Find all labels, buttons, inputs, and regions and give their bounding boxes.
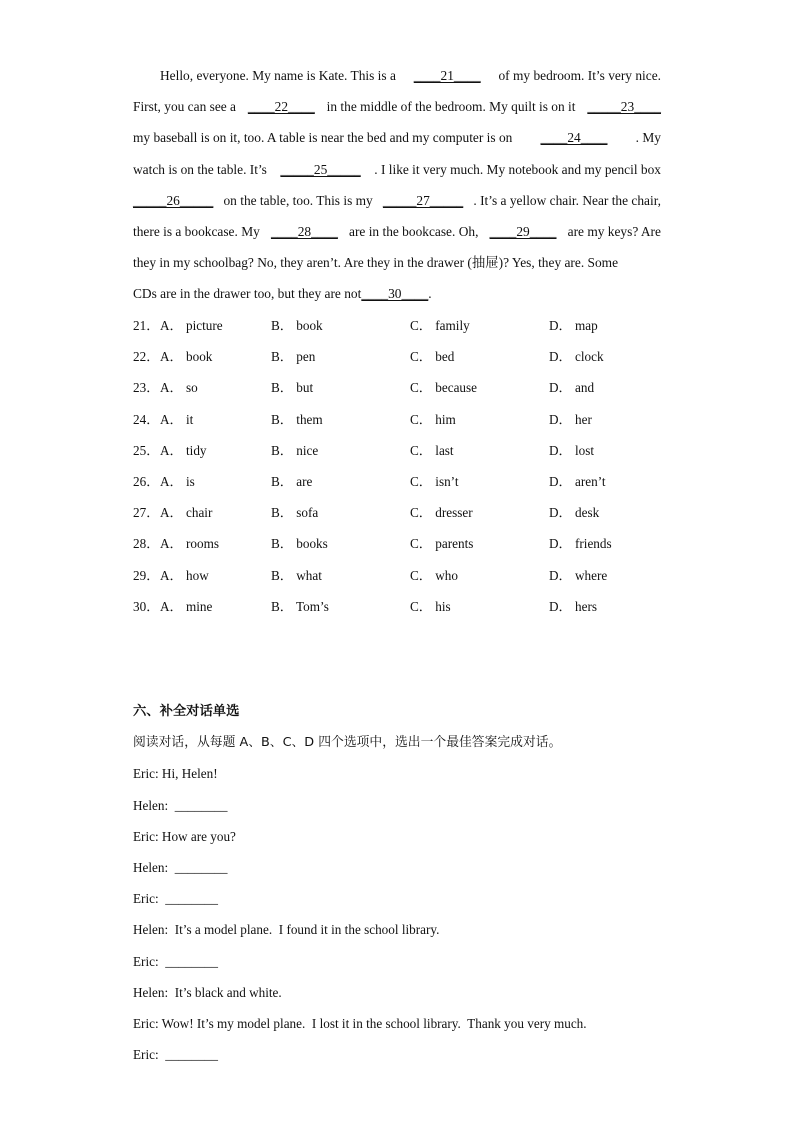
option-c: C． who: [410, 567, 458, 583]
option-a: A． rooms: [160, 536, 219, 552]
option-a: A． how: [160, 567, 209, 583]
option-d: D． and: [549, 380, 595, 396]
section-title: 六、补全对话单选: [133, 704, 240, 719]
dialogue-line: Eric: Hi, Helen!: [133, 766, 218, 782]
passage-text: Hello, everyone. My name is Kate. This is a: [160, 68, 396, 83]
blank-28: ____28____: [270, 223, 338, 239]
option-a: A． chair: [160, 505, 213, 521]
option-a: A． tidy: [160, 442, 207, 458]
passage-line: [133, 154, 661, 185]
option-b: B． are: [271, 473, 313, 489]
answer-options: [133, 310, 673, 622]
passage-line: [133, 60, 661, 91]
dialogue-line: Eric: Wow! It’s my model plane. I lost it in the school library. Thank you very much.: [133, 1015, 587, 1031]
option-c: C． bed: [410, 349, 455, 365]
blank-22: ____22____: [247, 99, 315, 115]
question-row-26: [133, 466, 673, 497]
passage-text: . I like it very much. My notebook and my pencil box: [374, 161, 661, 177]
passage-line: [133, 185, 661, 216]
cloze-passage: [133, 60, 661, 310]
dialogue-section: [133, 696, 693, 1070]
question-number: 27．: [133, 505, 160, 521]
dialogue-line: Eric: ________: [133, 891, 218, 907]
option-d: D． aren’t: [549, 473, 606, 489]
question-number: 24．: [133, 411, 160, 427]
option-a: A． so: [160, 380, 198, 396]
option-b: B． nice: [271, 442, 319, 458]
option-b: B． them: [271, 411, 323, 427]
option-c: C． because: [410, 380, 478, 396]
passage-line: [133, 122, 661, 153]
question-number: 25．: [133, 442, 160, 458]
question-number: 22．: [133, 349, 160, 365]
passage-text: . My: [635, 130, 661, 146]
dialogue-line: Eric: ________: [133, 1047, 218, 1063]
dialogue-line: Eric: How are you?: [133, 828, 236, 844]
option-b: B． Tom’s: [271, 598, 329, 614]
question-number: 26．: [133, 473, 160, 489]
passage-text: CDs are in the drawer too, but they are not: [133, 286, 362, 302]
passage-text: in the middle of the bedroom. My quilt is on it: [326, 99, 576, 115]
option-d: D． hers: [549, 598, 597, 614]
passage-text: . It’s a yellow chair. Near the chair,: [473, 192, 661, 208]
option-d: D． friends: [549, 536, 612, 552]
question-row-27: [133, 497, 673, 528]
passage-text: on the table, too. This is my: [223, 192, 373, 208]
section-instruction: 阅读对话，从每题 A、B、C、D 四个选项中，选出一个最佳答案完成对话。: [133, 735, 562, 751]
passage-line: [133, 278, 661, 309]
option-d: D． desk: [549, 505, 600, 521]
option-d: D． lost: [549, 442, 595, 458]
option-b: B． sofa: [271, 505, 319, 521]
question-row-22: [133, 341, 673, 372]
option-a: A． it: [160, 411, 194, 427]
option-c: C． his: [410, 598, 451, 614]
passage-text: are in the bookcase. Oh,: [349, 223, 479, 239]
question-number: 28．: [133, 536, 160, 552]
question-row-21: [133, 310, 673, 341]
option-c: C． family: [410, 318, 470, 333]
option-d: D． her: [549, 411, 592, 427]
blank-21: ____21____: [413, 68, 481, 83]
blank-30: ____30____: [361, 286, 429, 302]
dialogue-line: Helen: ________: [133, 797, 228, 813]
passage-line: [133, 247, 661, 278]
option-c: C． him: [410, 411, 456, 427]
passage-text: watch is on the table. It’s: [133, 161, 267, 177]
dialogue-line: Helen: It’s a model plane. I found it in the school library.: [133, 922, 440, 938]
option-d: D． map: [549, 318, 598, 333]
question-number: 23．: [133, 380, 160, 396]
passage-text: .: [428, 286, 432, 302]
blank-23: _____23____: [587, 99, 661, 115]
passage-line: [133, 216, 661, 247]
blank-29: ____29____: [489, 223, 557, 239]
option-a: A． picture: [160, 318, 223, 333]
passage-text: my baseball is on it, too. A table is near the bed and my computer is on: [133, 130, 513, 146]
question-number: 21．: [133, 318, 160, 333]
question-row-25: [133, 435, 673, 466]
question-row-24: [133, 404, 673, 435]
passage-text: of my bedroom. It’s very nice.: [498, 68, 661, 83]
option-b: B． pen: [271, 349, 316, 365]
dialogue-line: Helen: ________: [133, 859, 228, 875]
passage-text: there is a bookcase. My: [133, 223, 260, 239]
option-b: B． book: [271, 318, 323, 333]
blank-24: ____24____: [540, 130, 608, 146]
option-b: B． books: [271, 536, 328, 552]
option-d: D． clock: [549, 349, 604, 365]
passage-text: are my keys? Are: [567, 223, 661, 239]
blank-26: _____26_____: [133, 192, 214, 208]
question-row-23: [133, 372, 673, 403]
question-number: 29．: [133, 567, 160, 583]
option-a: A． book: [160, 349, 213, 365]
question-row-28: [133, 528, 673, 559]
option-a: A． mine: [160, 598, 213, 614]
dialogue-line: Eric: ________: [133, 953, 218, 969]
option-c: C． last: [410, 442, 454, 458]
option-b: B． but: [271, 380, 314, 396]
blank-25: _____25_____: [280, 161, 361, 177]
dialogue-line: Helen: It’s black and white.: [133, 984, 282, 1000]
passage-text: they in my schoolbag? No, they aren’t. Are they in the drawer (抽屉)? Yes, they are. Some: [133, 255, 619, 271]
option-d: D． where: [549, 567, 608, 583]
option-a: A． is: [160, 473, 195, 489]
blank-27: _____27_____: [382, 192, 464, 208]
passage-text: First, you can see a: [133, 99, 237, 115]
question-row-30: [133, 591, 673, 622]
question-number: 30．: [133, 598, 160, 614]
option-c: C． dresser: [410, 505, 473, 521]
passage-line: [133, 91, 661, 122]
option-b: B． what: [271, 567, 322, 583]
question-row-29: [133, 560, 673, 591]
option-c: C． parents: [410, 536, 474, 552]
option-c: C． isn’t: [410, 473, 459, 489]
